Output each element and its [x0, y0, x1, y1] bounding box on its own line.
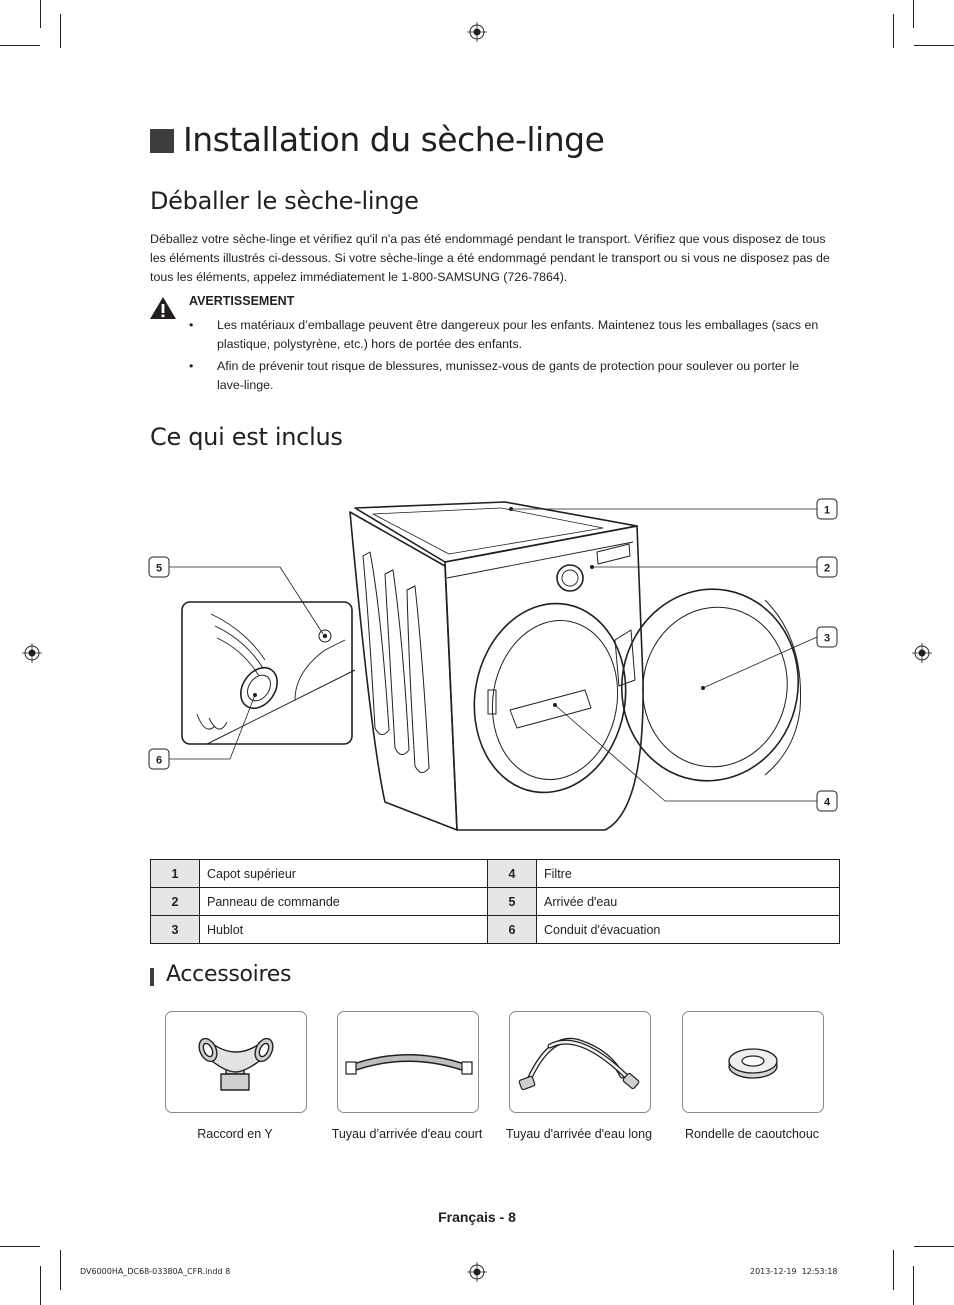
- short-hose-icon: [338, 1012, 478, 1112]
- warning-title: AVERTISSEMENT: [189, 294, 295, 308]
- callout-3: [817, 627, 837, 647]
- crop-mark: [0, 1246, 40, 1247]
- part-label: Filtre: [537, 860, 840, 888]
- bullet-mark: •: [189, 359, 194, 373]
- crop-mark: [40, 0, 41, 28]
- crop-mark: [913, 0, 914, 28]
- date-slug: 2013-12-19 ￼￼ 12:53:18: [750, 1267, 838, 1276]
- callout-2-label: 2: [823, 562, 831, 575]
- part-label: Panneau de commande: [200, 888, 488, 916]
- crop-mark: [913, 1266, 914, 1305]
- parts-table: [150, 859, 840, 944]
- part-number: 1: [151, 860, 200, 888]
- table-row: [151, 860, 840, 888]
- crop-mark: [893, 1250, 894, 1290]
- callout-1-label: 1: [823, 504, 831, 517]
- accessory-card: [682, 1011, 824, 1113]
- callout-5: [149, 557, 169, 577]
- part-label: Conduit d'évacuation: [537, 916, 840, 944]
- accessory-label: Tuyau d'arrivée d'eau long: [505, 1127, 653, 1141]
- page-title: Installation du sèche-linge: [183, 120, 605, 159]
- part-number: 6: [488, 916, 537, 944]
- crop-mark: [60, 1250, 61, 1290]
- callout-1: [817, 499, 837, 519]
- callout-3-label: 3: [823, 632, 831, 645]
- callout-2: [817, 557, 837, 577]
- bullet-mark: •: [189, 318, 194, 332]
- long-hose-icon: [510, 1012, 650, 1112]
- warning-item: Les matériaux d’emballage peuvent être dangereux pour les enfants. Maintenez tous les emballages (sacs en plastique, polystyrène, etc.) hors de portée des enfants.: [217, 318, 819, 351]
- registration-mark-icon: [912, 643, 932, 663]
- accessories-marker: [150, 968, 154, 986]
- section-heading-unpack: Déballer le sèche-linge: [150, 187, 419, 215]
- callout-4: [817, 791, 837, 811]
- part-label: Hublot: [200, 916, 488, 944]
- callout-4-label: 4: [823, 796, 831, 809]
- crop-mark: [60, 14, 61, 48]
- accessory-label: Tuyau d’arrivée d'eau court: [331, 1127, 483, 1141]
- warning-icon: [149, 296, 177, 320]
- part-number: 2: [151, 888, 200, 916]
- registration-mark-icon: [467, 1262, 487, 1282]
- crop-mark: [893, 14, 894, 48]
- accessory-label: Raccord en Y: [197, 1127, 273, 1141]
- crop-mark: [0, 45, 40, 46]
- accessory-label: Rondelle de caoutchouc: [684, 1127, 820, 1141]
- file-slug: DV6000HA_DC68-03380A_CFR.indd 8: [80, 1267, 231, 1276]
- accessory-card: [509, 1011, 651, 1113]
- registration-mark-icon: [22, 643, 42, 663]
- section-heading-included: Ce qui est inclus: [150, 423, 343, 451]
- warning-item: Afin de prévenir tout risque de blessures, munissez-vous de gants de protection pour soulever ou porter le lave-linge.: [217, 359, 799, 392]
- crop-mark: [40, 1266, 41, 1305]
- callout-6-label: 6: [155, 754, 163, 767]
- part-number: 3: [151, 916, 200, 944]
- crop-mark: [914, 45, 954, 46]
- callout-5-label: 5: [155, 562, 163, 575]
- part-number: 5: [488, 888, 537, 916]
- part-label: Arrivée d'eau: [537, 888, 840, 916]
- callout-6: [149, 749, 169, 769]
- part-label: Capot supérieur: [200, 860, 488, 888]
- unpack-body: Déballez votre sèche-linge et vérifiez qu'il n'a pas été endommagé pendant le transport. Vérifiez que vous disposez de tous les éléments illustrés ci-dessous. Si votre sèche-linge a été endommagé pendant le transport ou si vous ne disposez pas de tous les éléments, appelez immédiatement le 1-800-SAMSUNG (726-7864).: [150, 232, 830, 284]
- accessory-card: [165, 1011, 307, 1113]
- rubber-washer-icon: [683, 1012, 823, 1112]
- table-row: [151, 916, 840, 944]
- crop-mark: [914, 1246, 954, 1247]
- part-number: 4: [488, 860, 537, 888]
- dryer-diagram: [145, 490, 845, 840]
- accessory-card: [337, 1011, 479, 1113]
- page-footer: Français - 8: [438, 1209, 516, 1225]
- section-heading-accessories: Accessoires: [166, 962, 292, 987]
- table-row: [151, 888, 840, 916]
- registration-mark-icon: [467, 22, 487, 42]
- y-connector-icon: [166, 1012, 306, 1112]
